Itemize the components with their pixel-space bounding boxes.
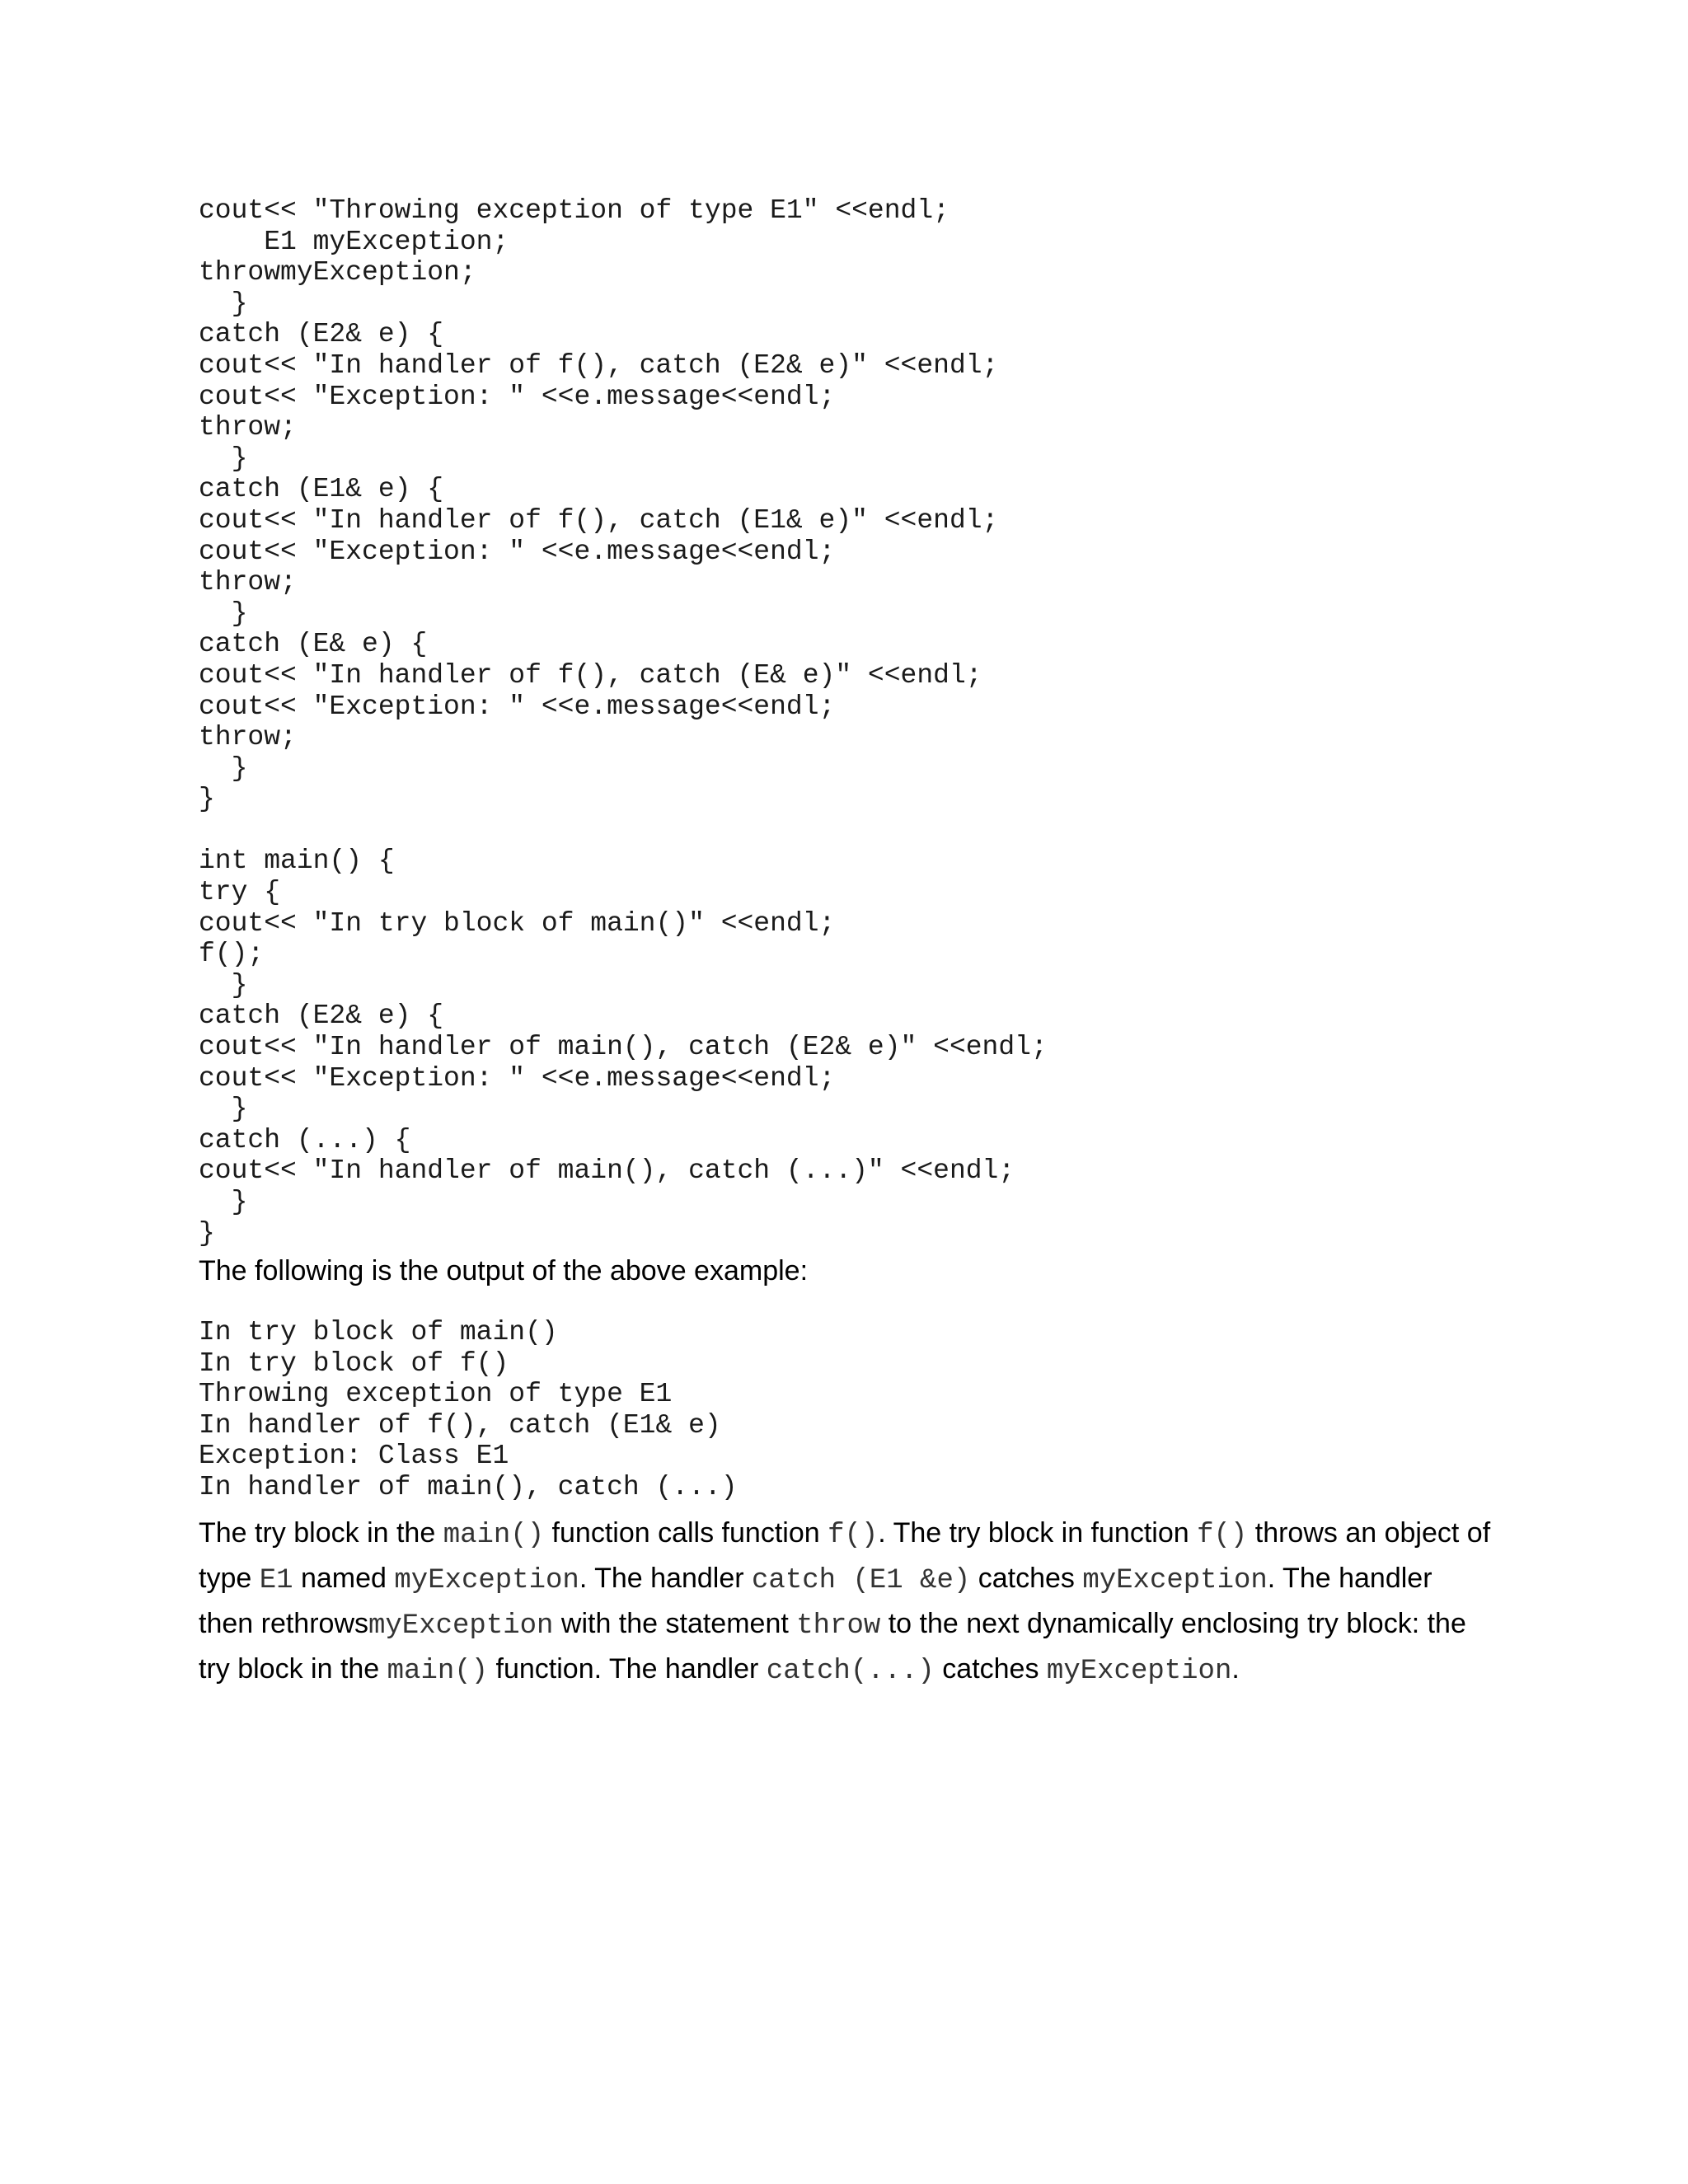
code-line: throw; <box>199 412 297 443</box>
inline-code: myException <box>368 1610 554 1642</box>
output-line: In try block of f() <box>199 1347 509 1379</box>
code-line: } <box>199 598 248 629</box>
code-line: } <box>199 443 248 474</box>
inline-code: myException <box>394 1565 579 1596</box>
output-line: In try block of main() <box>199 1317 558 1347</box>
code-line: catch (E& e) { <box>199 629 428 660</box>
code-line: cout<< "In handler of main(), catch (E2& e)" <<endl; <box>199 1032 1048 1063</box>
code-line: } <box>199 1094 248 1125</box>
code-line: cout<< "Exception: " <<e.message<<endl; <box>199 536 836 567</box>
code-line: cout<< "Throwing exception of type E1" <<endl; <box>199 195 950 226</box>
explanation-text: The try block in the <box>199 1517 443 1549</box>
explanation-text: with the statement <box>553 1608 797 1639</box>
code-line: cout<< "In handler of f(), catch (E& e)" <<endl; <box>199 659 982 691</box>
explanation-text: named <box>293 1563 395 1594</box>
output-line: In handler of main(), catch (...) <box>199 1471 738 1502</box>
explanation-text: catches <box>970 1563 1083 1594</box>
inline-code: main() <box>443 1520 545 1551</box>
explanation-text: function. The handler <box>488 1653 767 1685</box>
code-line: cout<< "In handler of f(), catch (E2& e)" <<endl; <box>199 349 999 381</box>
program-output-block <box>199 1317 738 1503</box>
code-line: try { <box>199 877 281 908</box>
code-line: } <box>199 1217 215 1249</box>
output-line: Throwing exception of type E1 <box>199 1379 673 1410</box>
code-line: cout<< "Exception: " <<e.message<<endl; <box>199 691 836 722</box>
inline-code: main() <box>387 1656 489 1687</box>
code-line: } <box>199 969 248 1001</box>
code-line: catch (...) { <box>199 1124 411 1155</box>
explanation-text: catches <box>934 1653 1047 1685</box>
code-line: cout<< "In try block of main()" <<endl; <box>199 907 836 939</box>
source-code-block <box>199 195 1048 1249</box>
explanation-text: . The try block in function <box>878 1517 1198 1549</box>
output-line: Exception: Class E1 <box>199 1441 509 1472</box>
explanation-text: . The handler then rethrows <box>199 1563 1432 1639</box>
code-line: catch (E1& e) { <box>199 474 444 505</box>
code-line: } <box>199 784 215 815</box>
code-line: cout<< "In handler of f(), catch (E1& e)" <<endl; <box>199 504 999 536</box>
explanation-text: throws an object of type <box>199 1517 1491 1594</box>
inline-code: f() <box>828 1520 879 1551</box>
output-line: In handler of f(), catch (E1& e) <box>199 1409 721 1441</box>
inline-code: myException <box>1046 1656 1232 1687</box>
code-line: throwmyException; <box>199 257 476 288</box>
code-line <box>199 815 1048 846</box>
explanation-paragraph <box>199 1511 1493 1693</box>
explanation-text: function calls function <box>544 1517 828 1549</box>
code-line: } <box>199 1187 248 1217</box>
explanation-text: . <box>1231 1653 1240 1685</box>
code-line: throw; <box>199 567 297 598</box>
inline-code: throw <box>796 1610 881 1642</box>
code-line: cout<< "In handler of main(), catch (...)" <<endl; <box>199 1155 1015 1187</box>
inline-code: catch(...) <box>766 1656 935 1687</box>
code-line: catch (E2& e) { <box>199 319 444 350</box>
code-line: } <box>199 288 248 319</box>
code-line: cout<< "Exception: " <<e.message<<endl; <box>199 381 836 412</box>
inline-code: f() <box>1197 1520 1248 1551</box>
inline-code: E1 <box>259 1565 293 1596</box>
code-line: E1 myException; <box>199 226 509 257</box>
code-line: cout<< "Exception: " <<e.message<<endl; <box>199 1062 836 1094</box>
code-line: int main() { <box>199 846 395 877</box>
inline-code: myException <box>1082 1565 1268 1596</box>
output-heading: The following is the output of the above example: <box>199 1255 809 1286</box>
code-line: f(); <box>199 939 265 970</box>
code-line: catch (E2& e) { <box>199 1001 444 1032</box>
code-line: } <box>199 752 248 784</box>
explanation-text: . The handler <box>579 1563 753 1594</box>
code-line: throw; <box>199 722 297 753</box>
inline-code: catch (E1 &e) <box>752 1565 971 1596</box>
explanation-text: to the next dynamically enclosing try block: the try block in the <box>199 1608 1466 1685</box>
